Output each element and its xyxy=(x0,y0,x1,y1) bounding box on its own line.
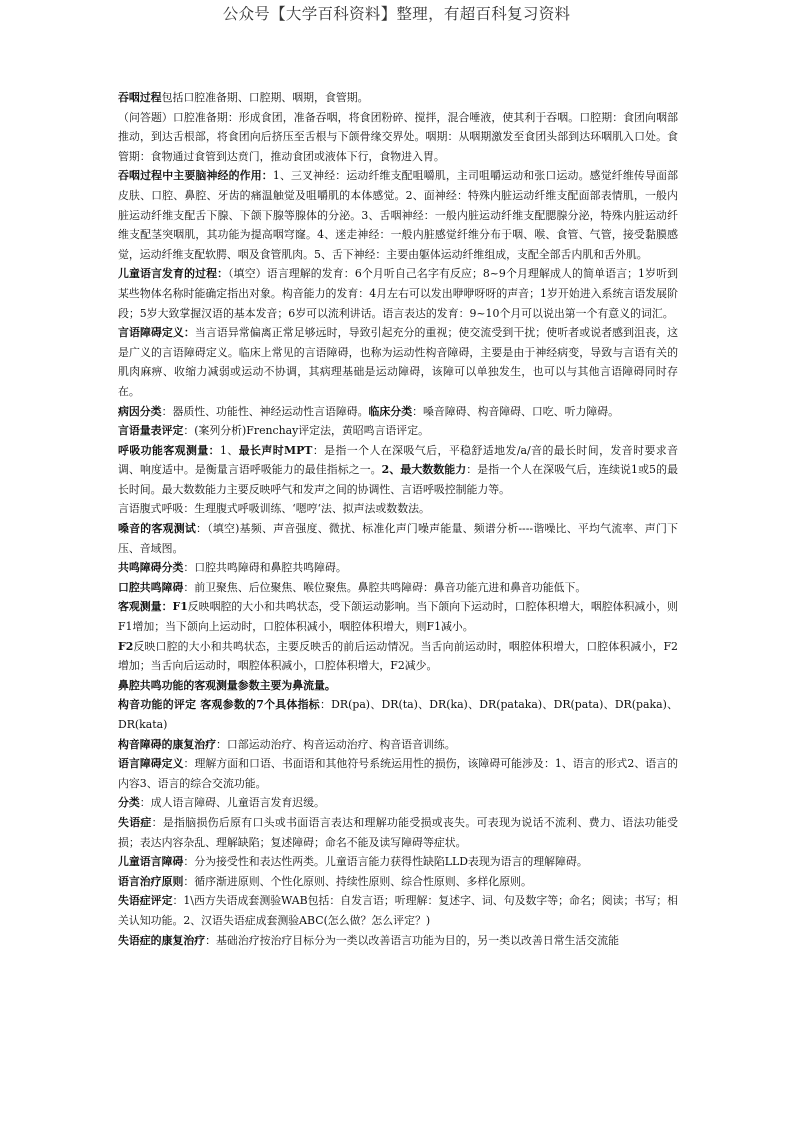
term: 吞咽过程中主要脑神经的作用： xyxy=(118,169,273,183)
paragraph-resonance-classification xyxy=(118,558,678,578)
paragraph-respiratory-measurement xyxy=(118,441,678,500)
paragraph-cranial-nerves xyxy=(118,166,678,264)
paragraph-f1-measurement xyxy=(118,597,678,636)
text: （问答题）口腔准备期：形成食团，准备吞咽，将食团粉碎、搅拌，混合唾液，使其利于吞咽。口腔期：食团向咽部推动，到达舌根部，将食团向后挤压至舌根与下颌骨缘交界处。咽期：从咽期激发至食团头部到达环咽肌入口处。食管期：食物通过食管到达贲门，推动食团或液体下行，食物进入胃。 xyxy=(118,110,678,163)
paragraph-child-language-development xyxy=(118,264,678,323)
text: ：器质性、功能性、神经运动性言语障碍。 xyxy=(161,404,369,418)
text: ：嗓音障碍、构音障碍、口吃、听力障碍。 xyxy=(412,404,620,418)
text: ：（填空)基频、声音强度、微扰、标准化声门噪声能量、频谱分析----谐噪比、平均气流率、声门下压、音域图。 xyxy=(118,522,678,555)
text: ：口腔共鸣障碍和鼻腔共鸣障碍。 xyxy=(183,561,347,575)
paragraph-classification xyxy=(118,793,678,813)
term: 呼吸功能客观测量： xyxy=(118,443,220,457)
term: 言语量表评定 xyxy=(118,424,184,438)
term: 病因分类 xyxy=(118,404,162,418)
paragraph-child-language-disorder xyxy=(118,852,678,872)
term: 鼻腔共鸣功能的客观测量参数主要为鼻流量。 xyxy=(118,678,336,692)
term: 共鸣障碍分类 xyxy=(118,561,184,575)
term: 语言障碍定义 xyxy=(118,757,184,771)
paragraph-articulation-treatment xyxy=(118,735,678,755)
paragraph-abdominal-breathing xyxy=(118,499,678,519)
term: F2 xyxy=(118,639,134,653)
paragraph-speech-scale xyxy=(118,421,678,441)
term: 客观测量：F1 xyxy=(118,600,188,614)
paragraph-swallowing-phases xyxy=(118,108,678,167)
term: 儿童语言发育的过程： xyxy=(118,267,229,281)
paragraph-voice-tests xyxy=(118,519,678,558)
text: 反映口腔的大小和共鸣状态，主要反映舌的前后运动情况。当舌向前运动时，咽腔体积增大，口腔体积减小，F2增加；当舌向后运动时，咽腔体积减小，口腔体积增大，F2减少。 xyxy=(118,639,678,673)
paragraph-nasal-resonance xyxy=(118,676,678,696)
text: ：口部运动治疗、构音运动治疗、构音语音训练。 xyxy=(216,737,456,751)
text: ：分为接受性和表达性两类。儿童语言能力获得性缺陷LLD表现为语言的理解障碍。 xyxy=(183,855,588,869)
paragraph-etiology-classification xyxy=(118,402,678,422)
text: ：(案列分析)Frenchay评定法，黄昭鸣言语评定。 xyxy=(183,424,429,438)
paragraph-speech-disorder-definition xyxy=(118,323,678,401)
text: ：1\西方失语成套测验WAB包括：自发言语；听理解：复述字、词、句及数字等；命名；阅读；书写；相关认知功能。2、汉语失语症成套测验ABC(怎么做？怎么评定？) xyxy=(118,894,678,927)
text: 反映咽腔的大小和共鸣状态，受下颌运动影响。当下颌向下运动时，口腔体积增大，咽腔体积减小，则F1增加；当下颌向上运动时，口腔体积减小，咽腔体积增大，则F1减小。 xyxy=(118,600,678,634)
document-body xyxy=(118,88,678,950)
paragraph-swallowing-process xyxy=(118,88,678,108)
text: 包括口腔准备期、口腔期、咽期，食管期。 xyxy=(161,91,369,104)
page-header: 公众号【大学百科资料】整理，有超百科复习资料 xyxy=(222,5,571,23)
paragraph-aphasia-evaluation xyxy=(118,891,678,930)
term: 失语症的康复治疗 xyxy=(118,933,206,947)
term: 构音障碍的康复治疗 xyxy=(118,737,217,751)
term: 2、最大数数能力 xyxy=(381,463,467,477)
text: ：成人语言障碍、儿童语言发育迟缓。 xyxy=(139,796,325,810)
paragraph-language-disorder-definition xyxy=(118,754,678,793)
term: 口腔共鸣障碍 xyxy=(118,580,184,594)
text: ：是指一个人在深吸气后，连续说1或5的最长时间。最大数数能力主要反映呼气和发声之间的协调性、言语呼吸控制能力等。 xyxy=(118,463,678,496)
term: 嗓音的客观测试 xyxy=(118,522,197,536)
text: ：是指脑损伤后原有口头或书面语言表达和理解功能受损或丧失。可表现为说话不流利、费力、语法功能受损；表达内容杂乱、理解缺陷；复述障碍；命名不能及读写障碍等症状。 xyxy=(118,815,678,849)
term: 儿童语言障碍 xyxy=(118,855,184,869)
text: 1、 xyxy=(220,443,239,457)
text: （填空）语言理解的发育：6个月听自己名字有反应；8~9个月理解成人的简单语言；1岁听到某些物体名称时能确定指出对象。构音能力的发育：4月左右可以发出咿咿呀呀的声音；1岁开始进入系统言语发展阶段；5岁大致掌握汉语的基本发音；6岁可以流利讲话。语言表达的发育：9~10个月可以说出第一个有意义的词汇。 xyxy=(118,267,678,320)
text: ：基础治疗按治疗目标分为一类以改善语言功能为目的，另一类以改善日常生活交流能 xyxy=(205,933,619,947)
text: 言语腹式呼吸：生理腹式呼吸训练、‘嗯哼‘法、拟声法或数数法。 xyxy=(118,502,430,516)
term: 言语障碍定义： xyxy=(118,326,195,340)
paragraph-oral-resonance xyxy=(118,578,678,598)
text: 1、三叉神经：运动纤维支配咀嚼肌，主司咀嚼运动和张口运动。感觉纤维传导面部皮肤、口腔、鼻腔、牙齿的痛温触觉及咀嚼肌的本体感觉。2、面神经：特殊内脏运动纤维支配面部表情肌，一般内脏运动纤维支配舌下腺、下颌下腺等腺体的分泌。3、舌咽神经：一般内脏运动纤维支配腮腺分泌，特殊内脏运动纤维支配茎突咽肌，其功能为提高咽穹窿。4、迷走神经：一般内脏感觉纤维分布于咽、喉、食管、气管，接受黏膜感觉，运动纤维支配软腭、咽及食管肌肉。5、舌下神经：主要由躯体运动纤维组成，支配全部舌内肌和舌外肌。 xyxy=(118,169,678,261)
paragraph-treatment-principles xyxy=(118,872,678,892)
paragraph-articulation-evaluation xyxy=(118,695,678,734)
term: 临床分类 xyxy=(368,404,413,418)
text: ：DR(pa)、DR(ta)、DR(ka)、DR(pataka)、DR(pata)、DR(paka)、DR(kata) xyxy=(118,698,678,731)
term: 失语症 xyxy=(118,815,152,829)
paragraph-aphasia-rehabilitation xyxy=(118,931,678,951)
text: ：理解方面和口语、书面语和其他符号系统运用性的损伤，该障碍可能涉及：1、语言的形式2、语言的内容3、语言的综合交流功能。 xyxy=(118,757,678,790)
text: ：循序渐进原则、个性化原则、持续性原则、综合性原则、多样化原则。 xyxy=(183,874,532,888)
text: ：前卫聚焦、后位聚焦、喉位聚焦。鼻腔共鸣障碍：鼻音功能亢进和鼻音功能低下。 xyxy=(183,580,587,594)
paragraph-f2-measurement xyxy=(118,637,678,676)
text: ：是指一个人在深吸气后，平稳舒适地发/a/音的最长时间，发音时要求音调、响度适中。是衡量言语呼吸能力的最佳指标之一。 xyxy=(118,443,678,477)
text: 当言语异常偏离正常足够远时，导致引起充分的重视；使交流受到干扰；使听者或说者感到沮丧，这是广义的言语障碍定义。临床上常见的言语障碍，也称为运动性构音障碍，主要是由于神经病变，导致与言语有关的肌肉麻痹、收缩力减弱或运动不协调，其病理基础是运动障碍，该障可以单独发生，也可以与其他言语障碍同时存在。 xyxy=(118,326,678,398)
term: 吞咽过程 xyxy=(118,91,162,104)
term: 最长声时MPT xyxy=(238,443,313,457)
term: 构音功能的评定 客观参数的7个具体指标 xyxy=(118,698,320,712)
term: 失语症评定 xyxy=(118,894,173,908)
paragraph-aphasia xyxy=(118,813,678,852)
term: 分类 xyxy=(118,796,140,810)
term: 语言治疗原则 xyxy=(118,874,184,888)
